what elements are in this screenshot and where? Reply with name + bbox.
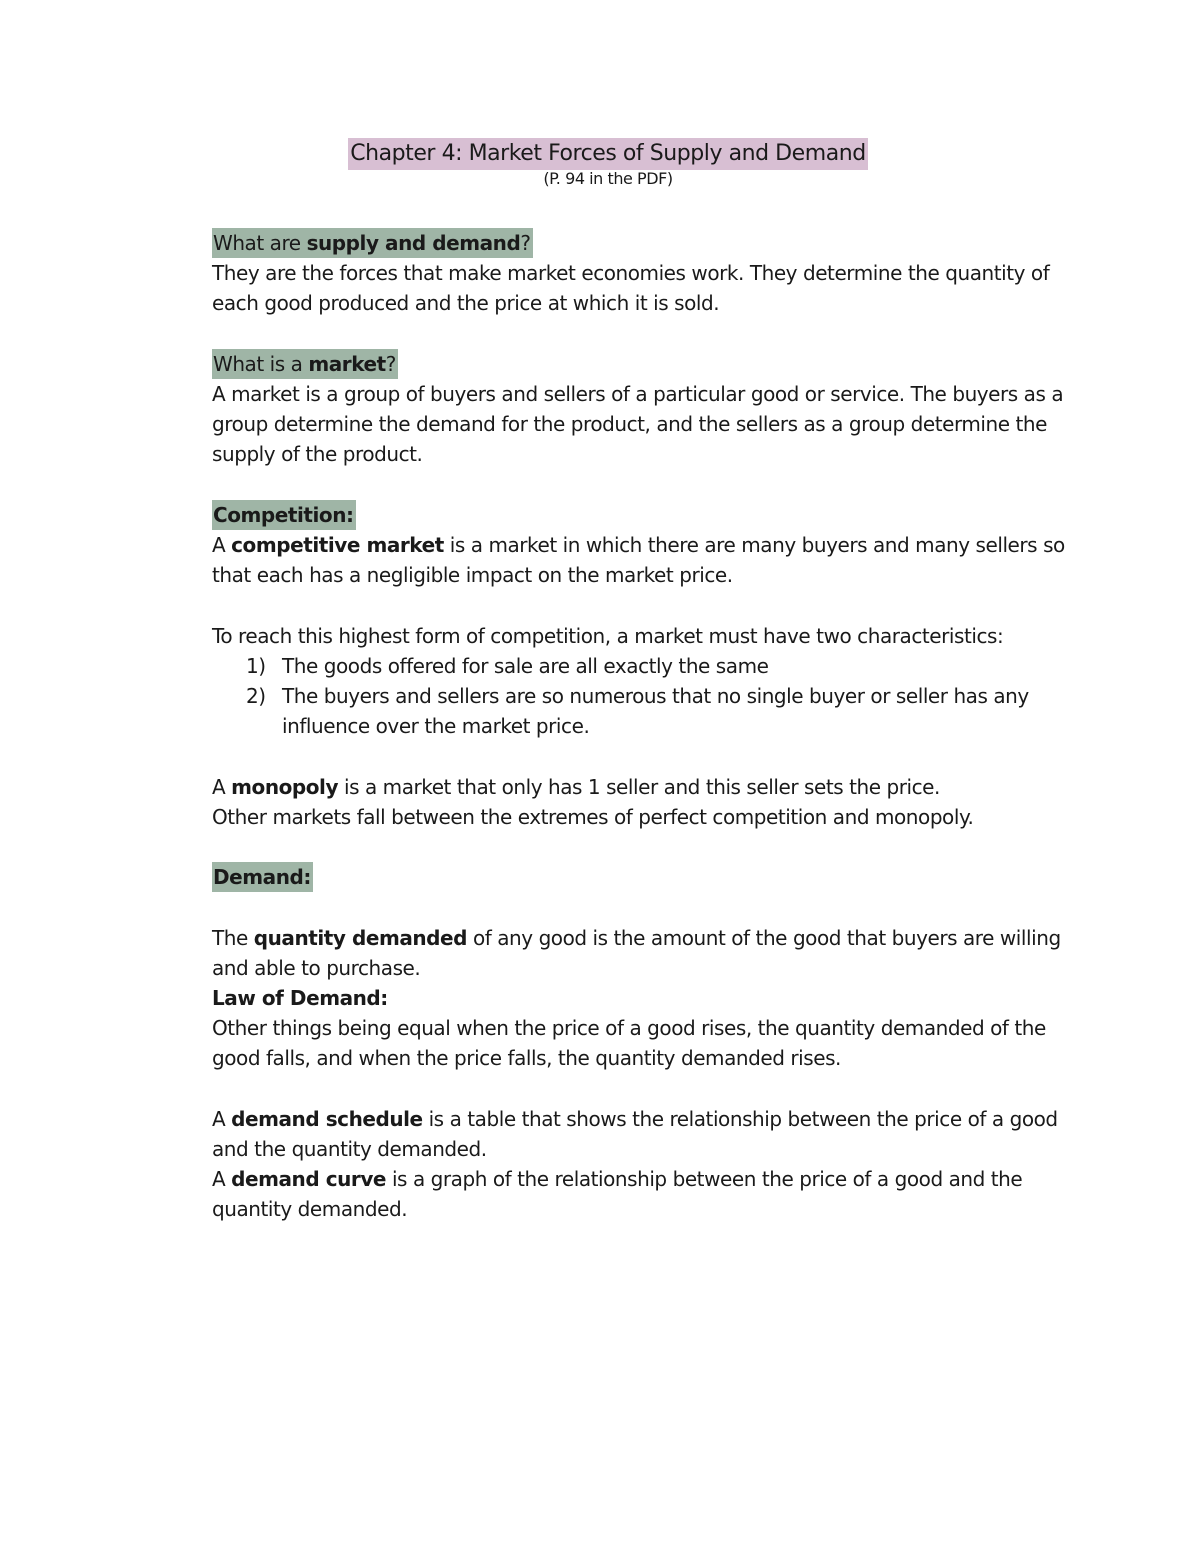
text-run: A: [212, 533, 232, 557]
section-heading-demand: [212, 862, 313, 892]
text-run: The: [212, 925, 254, 950]
law-of-demand-heading: [212, 983, 1072, 1013]
text-run: of any good is the amount of the good that buyers are willing and able to purchase.: [212, 925, 1061, 980]
section-market: [212, 349, 1072, 470]
section-demand: [212, 862, 1072, 1224]
section-heading-market: [212, 349, 398, 379]
quantity-demanded-definition: [212, 923, 1072, 983]
text-run: A: [212, 1106, 232, 1131]
document-page: [212, 138, 1072, 1225]
term-demand-schedule: demand schedule: [231, 1106, 423, 1131]
market-text: A market is a group of buyers and sellers of a particular good or service. The buyers as a group determine the demand for the product, and the sellers as a group determine the supply of the product.: [212, 382, 1064, 467]
list-item-text: The buyers and sellers are so numerous that no single buyer or seller has any influence over the market price.: [282, 684, 1029, 739]
text-run: is a market that only has 1 seller and this seller sets the price.: [338, 774, 940, 799]
supply-demand-text: They are the forces that make market economies work. They determine the quantity of each good produced and the price at which it is sold.: [212, 261, 1050, 316]
section-supply-demand: [212, 228, 1072, 319]
text-run: is a graph of the relationship between the price of a good and the quantity demanded.: [212, 1167, 1023, 1222]
section-heading-supply-demand: [212, 228, 533, 258]
list-number: 2): [246, 684, 266, 708]
section-heading-competition: [212, 500, 356, 530]
term-quantity-demanded: quantity demanded: [253, 925, 468, 950]
term-competitive-market: competitive market: [231, 533, 444, 557]
term-demand-curve: demand curve: [231, 1167, 387, 1192]
list-item-text: The goods offered for sale are all exactly the same: [282, 653, 769, 678]
list-item: [212, 681, 1072, 741]
term-law-of-demand: Law of Demand:: [212, 985, 388, 1010]
text-run: is a market in which there are many buyers and many sellers so that each has a negligible impact on the market price.: [212, 533, 1065, 588]
heading-suffix: ?: [385, 351, 396, 376]
heading-bold-text: Demand:: [213, 865, 311, 890]
page-subtitle: (P. 94 in the PDF): [543, 169, 673, 188]
monopoly-definition: [212, 772, 1072, 802]
competitive-market-definition: [212, 530, 1072, 590]
title-block: [208, 138, 1008, 190]
list-item: [212, 651, 1072, 681]
law-of-demand-text: Other things being equal when the price of a good rises, the quantity demanded of the good falls, and when the price falls, the quantity demanded rises.: [212, 1016, 1046, 1071]
heading-bold-text: supply and demand: [306, 231, 521, 255]
heading-bold-text: Competition:: [213, 502, 354, 527]
other-markets-text: Other markets fall between the extremes of perfect competition and monopoly.: [212, 804, 974, 829]
text-run: is a table that shows the relationship between the price of a good and the quantity demanded.: [212, 1106, 1058, 1161]
heading-text: What is a: [213, 351, 309, 376]
demand-schedule-definition: [212, 1104, 1072, 1164]
competition-intro: To reach this highest form of competition, a market must have two characteristics:: [212, 623, 1004, 648]
section-competition: [212, 500, 1072, 832]
heading-bold-text: market: [308, 351, 386, 376]
text-run: A: [212, 1167, 232, 1192]
list-number: 1): [246, 653, 266, 678]
heading-suffix: ?: [520, 231, 531, 255]
demand-curve-definition: [212, 1164, 1072, 1224]
characteristics-list: [212, 651, 1072, 742]
heading-text: What are: [213, 231, 307, 255]
text-run: A: [212, 774, 232, 799]
page-title: Chapter 4: Market Forces of Supply and Demand: [348, 138, 868, 170]
term-monopoly: monopoly: [231, 774, 339, 799]
